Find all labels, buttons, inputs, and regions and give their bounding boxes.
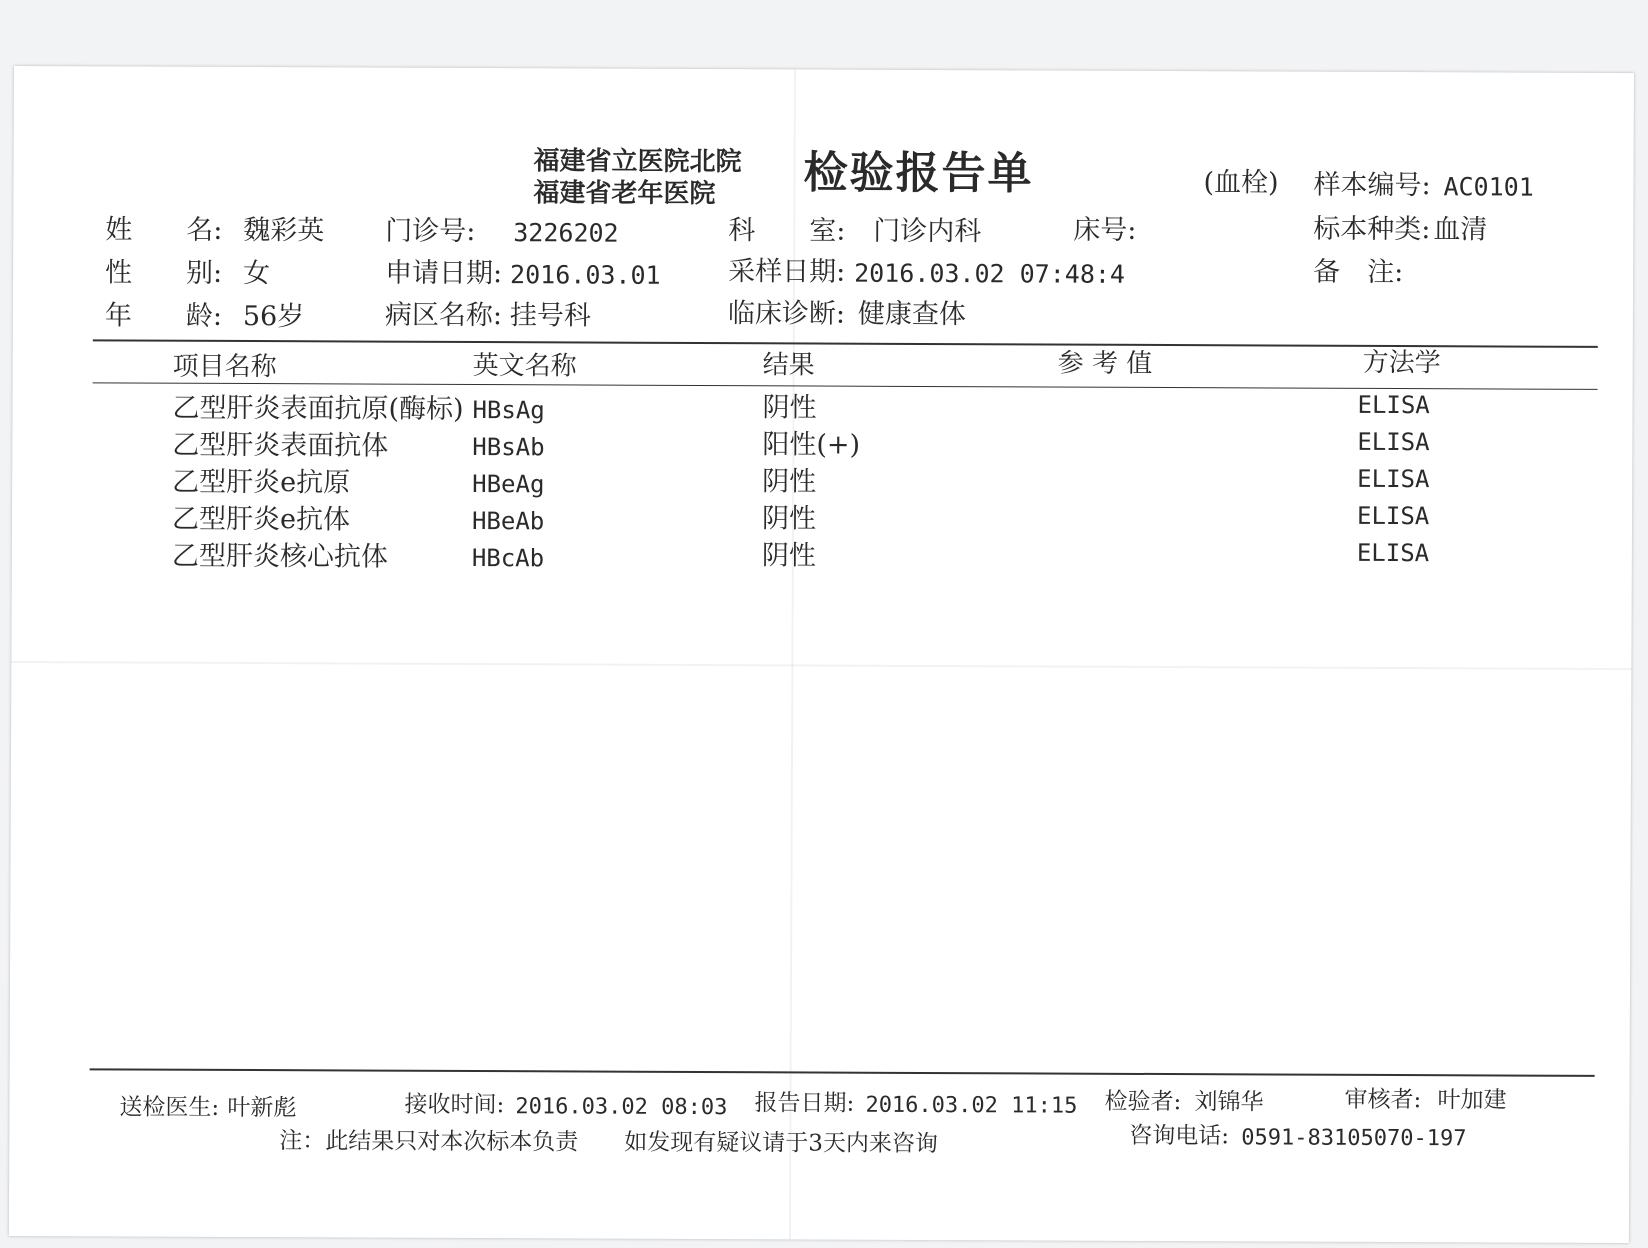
row-item-result: 阳性(+) bbox=[762, 429, 861, 461]
clinic-no-label: 门诊号: bbox=[385, 215, 476, 248]
row-item-en: HBsAg bbox=[472, 396, 545, 425]
report-type-tag: (血栓) bbox=[1203, 167, 1279, 199]
row-item-en: HBeAg bbox=[472, 470, 545, 499]
reviewer-value: 叶加建 bbox=[1437, 1087, 1507, 1114]
paper-fold-horizontal bbox=[11, 661, 1631, 670]
report-date-label: 报告日期: bbox=[754, 1090, 855, 1117]
reviewer-label: 审核者: bbox=[1344, 1086, 1422, 1114]
dept-value: 门诊内科 bbox=[873, 215, 982, 248]
row-item-method: ELISA bbox=[1357, 427, 1430, 457]
row-item-result: 阴性 bbox=[762, 392, 817, 424]
phone-value: 0591-83105070-197 bbox=[1241, 1125, 1467, 1152]
table-header-rule bbox=[93, 382, 1598, 390]
col-header-name: 项目名称 bbox=[172, 351, 277, 383]
row-item-name: 乙型肝炎e抗原 bbox=[172, 466, 351, 499]
diagnosis-label: 临床诊断: bbox=[727, 298, 846, 330]
clinic-no-value: 3226202 bbox=[513, 218, 619, 248]
sample-no-label: 样本编号: bbox=[1313, 169, 1431, 202]
report-date-value: 2016.03.02 11:15 bbox=[865, 1092, 1078, 1119]
bed-label: 床号: bbox=[1073, 214, 1137, 246]
report-title: 检验报告单 bbox=[803, 147, 1034, 200]
row-item-name: 乙型肝炎表面抗体 bbox=[172, 429, 389, 462]
row-item-en: HBeAb bbox=[471, 507, 545, 536]
lab-report-sheet bbox=[9, 66, 1634, 1243]
age-label: 年 龄: bbox=[104, 300, 223, 332]
row-item-result: 阴性 bbox=[761, 503, 817, 535]
receive-time-value: 2016.03.02 08:03 bbox=[515, 1094, 728, 1121]
table-top-rule bbox=[93, 339, 1598, 348]
col-header-en: 英文名称 bbox=[472, 351, 577, 382]
tester-value: 刘锦华 bbox=[1194, 1089, 1264, 1116]
sample-date-value: 2016.03.02 07:48:4 bbox=[854, 258, 1126, 289]
tester-label: 检验者: bbox=[1104, 1088, 1182, 1116]
age-value: 56岁 bbox=[242, 301, 305, 333]
row-item-name: 乙型肝炎核心抗体 bbox=[171, 540, 388, 573]
apply-date-label: 申请日期: bbox=[385, 257, 503, 290]
specimen-label: 标本种类: bbox=[1313, 213, 1431, 246]
sample-no-value: AC0101 bbox=[1443, 172, 1534, 202]
phone-label: 咨询电话: bbox=[1129, 1122, 1230, 1150]
receive-time-label: 接收时间: bbox=[404, 1091, 505, 1119]
row-item-en: HBcAb bbox=[471, 544, 545, 573]
apply-date-value: 2016.03.01 bbox=[510, 260, 661, 290]
name-label: 姓 名: bbox=[105, 214, 223, 246]
col-header-result: 结果 bbox=[762, 350, 815, 381]
diagnosis-value: 健康查体 bbox=[857, 298, 966, 331]
row-item-result: 阴性 bbox=[761, 540, 816, 572]
hospital-name-2: 福建省老年医院 bbox=[533, 178, 716, 210]
specimen-value: 血清 bbox=[1433, 214, 1488, 246]
doctor-value: 叶新彪 bbox=[227, 1094, 297, 1122]
sample-date-label: 采样日期: bbox=[728, 256, 846, 288]
row-item-method: ELISA bbox=[1356, 538, 1430, 568]
dept-label: 科 室: bbox=[728, 215, 846, 247]
row-item-name: 乙型肝炎表面抗原(酶标) bbox=[172, 392, 464, 425]
ward-value: 挂号科 bbox=[509, 300, 591, 332]
row-item-method: ELISA bbox=[1356, 501, 1430, 531]
footer-note: 注：此结果只对本次标本负责 如发现有疑议请于3天内来咨询 bbox=[279, 1128, 939, 1158]
row-item-en: HBsAb bbox=[472, 433, 545, 462]
remark-label: 备 注: bbox=[1313, 256, 1404, 289]
row-item-result: 阴性 bbox=[762, 466, 817, 498]
row-item-method: ELISA bbox=[1357, 390, 1430, 420]
row-item-method: ELISA bbox=[1357, 464, 1430, 494]
gender-value: 女 bbox=[243, 258, 271, 290]
doctor-label: 送检医生: bbox=[119, 1094, 220, 1121]
hospital-name-1: 福建省立医院北院 bbox=[533, 146, 742, 178]
row-item-name: 乙型肝炎e抗体 bbox=[171, 503, 351, 536]
name-value: 魏彩英 bbox=[243, 215, 325, 247]
gender-label: 性 别: bbox=[105, 257, 223, 289]
col-header-ref: 参 考 值 bbox=[1057, 348, 1153, 379]
col-header-method: 方法学 bbox=[1362, 347, 1441, 379]
ward-label: 病区名称: bbox=[384, 299, 503, 332]
footer-rule bbox=[90, 1068, 1595, 1077]
